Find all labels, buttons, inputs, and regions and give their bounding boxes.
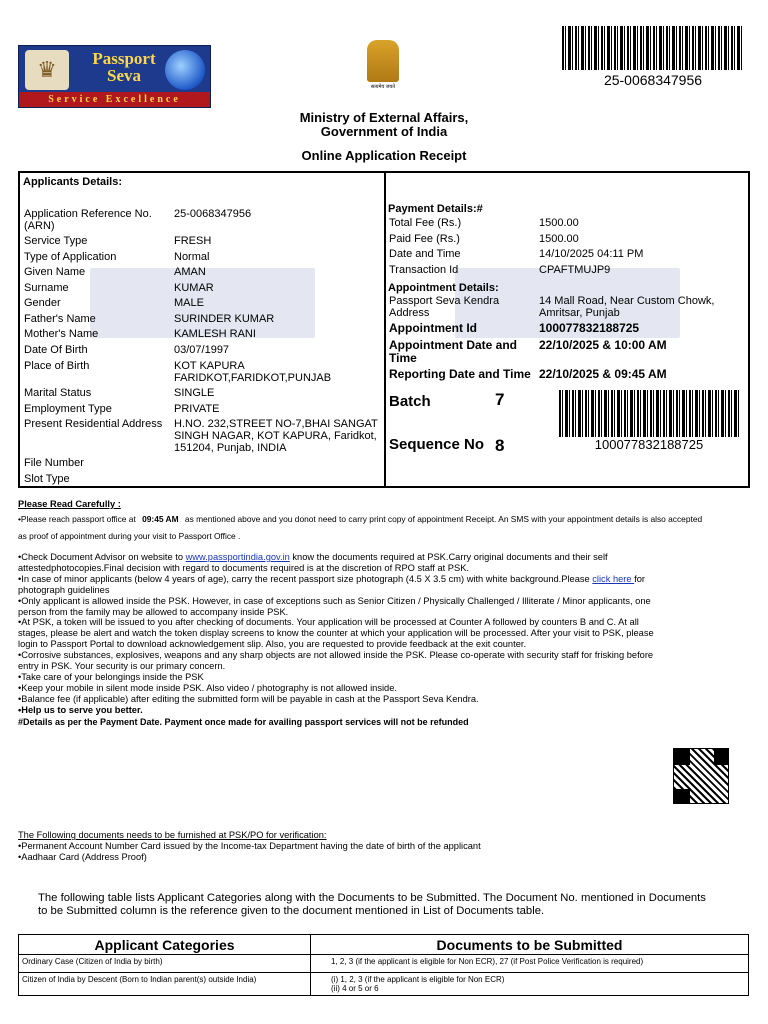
globe-icon [165, 50, 205, 90]
note-proof: as proof of appointment during your visit to Passport Office . [18, 531, 241, 541]
transaction-id-value: CPAFTMUJP9 [539, 264, 611, 276]
category-cell: Citizen of India by Descent (Born to Indian parent(s) outside India) [19, 973, 311, 996]
address-value-1: H.NO. 232,STREET NO-7,BHAI SANGAT [174, 418, 378, 430]
note-advisor-2: attestedphotocopies.Final decision with regard to documents required is at the discretion of RPO staff at PSK. [18, 563, 469, 573]
total-fee-label: Total Fee (Rs.) [389, 217, 462, 229]
logo-line-2: Seva [107, 66, 141, 85]
table-intro-line-1: The following table lists Applicant Categories along with the Documents to be Submitted. The Document No. mentioned in Documents [38, 892, 706, 904]
given-name-value: AMAN [174, 266, 206, 278]
psk-address-value-1: 14 Mall Road, Near Custom Chowk, [539, 295, 715, 307]
docs-line-1: (i) 1, 2, 3 (if the applicant is eligible for Non ECR) [331, 975, 505, 984]
passport-seva-logo [18, 45, 211, 108]
appointment-datetime-label-2: Time [389, 351, 417, 365]
col-documents-to-submit: Documents to be Submitted [311, 935, 749, 955]
dob-label: Date Of Birth [24, 344, 88, 356]
table-row [19, 973, 749, 996]
sequence-value: 8 [495, 436, 505, 455]
service-type-label: Service Type [24, 235, 88, 247]
ministry-title: Ministry of External Affairs, [299, 110, 469, 125]
note-advisor-text-2: know the documents required at PSK.Carry original documents and their self [289, 552, 608, 562]
note-corrosive-2: entry in PSK. Your security is our primary concern. [18, 661, 226, 671]
note-only-applicant-2: person from the family may be allowed to accompany inside PSK. [18, 607, 289, 617]
reporting-datetime-value: 22/10/2025 & 09:45 AM [539, 367, 667, 381]
note-minor [18, 574, 748, 585]
note-belongings: •Take care of your belongings inside the PSK [18, 672, 204, 682]
mother-name-value: KAMLESH RANI [174, 328, 256, 340]
arn-barcode-number: 25-0068347956 [603, 72, 703, 88]
receipt-title: Online Application Receipt [301, 148, 467, 163]
notes-heading: Please Read Carefully : [18, 499, 121, 509]
qr-code [673, 748, 729, 804]
paid-fee-label: Paid Fee (Rs.) [389, 233, 460, 245]
note-minor-for: for [634, 574, 645, 584]
application-type-value: Normal [174, 251, 210, 263]
table-intro-line-2: to be Submitted column is the reference given to the document mentioned in List of Documents table. [38, 905, 545, 917]
applicant-section-title: Applicants Details: [23, 176, 123, 188]
appointment-section-title: Appointment Details: [388, 282, 499, 294]
dob-value: 03/07/1997 [174, 344, 230, 356]
details-divider [384, 171, 386, 488]
payment-section-title: Payment Details:# [388, 203, 483, 215]
payment-datetime-value: 14/10/2025 04:11 PM [539, 248, 644, 260]
total-fee-value: 1500.00 [539, 217, 579, 229]
gender-label: Gender [24, 297, 61, 309]
service-type-value: FRESH [174, 235, 212, 247]
psk-address-label-1: Passport Seva Kendra [389, 295, 500, 307]
batch-value: 7 [495, 390, 505, 409]
arn-barcode [562, 26, 744, 70]
note-token-3: login to Passport Portal to download acknowledgement slip. Also, you are requested to provide feedback at the exit counter. [18, 639, 527, 649]
employment-type-label: Employment Type [24, 403, 112, 415]
given-name-label: Given Name [24, 266, 86, 278]
note-mobile: •Keep your mobile in silent mode inside PSK. Also video / photography is not allowed inside. [18, 683, 397, 693]
psk-address-value-2: Amritsar, Punjab [539, 307, 620, 319]
appointment-id-label: Appointment Id [389, 321, 477, 335]
sequence-label: Sequence No [389, 436, 485, 453]
category-cell: Ordinary Case (Citizen of India by birth) [19, 955, 311, 973]
psk-address-label-2: Address [389, 307, 430, 319]
place-of-birth-label: Place of Birth [24, 360, 90, 372]
paid-fee-value: 1500.00 [539, 233, 579, 245]
note-help: •Help us to serve you better. [18, 705, 143, 715]
reporting-datetime-label: Reporting Date and Time [389, 367, 531, 381]
note-advisor-text: •Check Document Advisor on website to [18, 552, 186, 562]
place-of-birth-value-2: FARIDKOT,FARIDKOT,PUNJAB [174, 372, 332, 384]
logo-line-1: Passport [92, 49, 156, 68]
note-minor-text: •In case of minor applicants (below 4 years of age), carry the recent passport size photograph (4.5 X 3.5 cm) with white background.Please [18, 574, 593, 584]
lion-capital-icon [367, 40, 399, 82]
transaction-id-label: Transaction Id [389, 264, 459, 276]
note-token: •At PSK, a token will be issued to you after checking of documents. Your application will be processed at Counter A followed by counters B and C. At all [18, 617, 639, 627]
appointment-datetime-label-1: Appointment Date and [389, 338, 517, 352]
surname-label: Surname [24, 282, 69, 294]
national-emblem [362, 40, 404, 98]
gender-value: MALE [174, 297, 204, 309]
batch-label: Batch [389, 393, 431, 410]
address-value-2: SINGH NAGAR, KOT KAPURA, Faridkot, [174, 430, 377, 442]
ashoka-emblem-icon: ♛ [25, 50, 69, 90]
appointment-barcode-number: 100077832188725 [594, 437, 704, 452]
docs-cell: 1, 2, 3 (if the applicant is eligible for Non ECR), 27 (if Post Police Verification is required) [311, 955, 749, 973]
file-number-label: File Number [24, 457, 84, 469]
docs-line-2: (ii) 4 or 5 or 6 [331, 984, 379, 993]
passport-india-link[interactable]: www.passportindia.gov.in [185, 552, 290, 562]
appointment-id-value: 100077832188725 [539, 321, 640, 335]
appointment-datetime-value: 22/10/2025 & 10:00 AM [539, 338, 667, 352]
place-of-birth-value: KOT KAPURA [174, 360, 245, 372]
marital-status-label: Marital Status [24, 387, 92, 399]
note-advisor [18, 552, 748, 563]
slot-type-label: Slot Type [24, 473, 70, 485]
note-corrosive: •Corrosive substances, explosives, weapons and any sharp objects are not allowed inside the PSK. Please co-operate with security staff for frisking before [18, 650, 654, 660]
document-item-pan: •Permanent Account Number Card issued by the Income-tax Department having the date of birth of the applicant [18, 841, 481, 851]
logo-title [74, 50, 174, 84]
address-value-3: 151204, Punjab, INDIA [174, 442, 287, 454]
marital-status-value: SINGLE [174, 387, 215, 399]
table-row [19, 955, 749, 973]
categories-table [18, 934, 749, 996]
father-name-value: SURINDER KUMAR [174, 313, 275, 325]
table-header-row [19, 935, 749, 955]
payment-datetime-label: Date and Time [389, 248, 461, 260]
photo-guidelines-link[interactable]: click here [592, 574, 635, 584]
note-reach-text: •Please reach passport office at [18, 514, 136, 524]
note-reach-time: 09:45 AM [142, 514, 179, 524]
note-minor-2: photograph guidelines [18, 585, 110, 595]
docs-cell [311, 973, 749, 996]
emblem-motto: सत्यमेव जयते [370, 84, 396, 90]
col-applicant-categories: Applicant Categories [19, 935, 311, 955]
mother-name-label: Mother's Name [24, 328, 99, 340]
logo-tagline: Service Excellence [19, 92, 210, 107]
arn-label: Application Reference No. (ARN) [24, 208, 152, 232]
arn-value: 25-0068347956 [174, 208, 252, 220]
surname-value: KUMAR [174, 282, 214, 294]
note-reach-office [18, 514, 748, 525]
note-only-applicant: •Only applicant is allowed inside the PSK. However, in case of exceptions such as Senior Citizen / Physically Challenged / Illiterate / Minor applicants, one [18, 596, 651, 606]
note-reach-text-2: as mentioned above and you donot need to carry print copy of appointment Receipt. An SMS with your appointment details is also accepted [184, 514, 703, 524]
appointment-barcode [559, 390, 739, 437]
government-title: Government of India [320, 124, 448, 139]
application-type-label: Type of Application [24, 251, 117, 263]
document-item-aadhaar: •Aadhaar Card (Address Proof) [18, 852, 147, 862]
father-name-label: Father's Name [24, 313, 96, 325]
note-balance: •Balance fee (if applicable) after editing the submitted form will be payable in cash at the Passport Seva Kendra. [18, 694, 479, 704]
note-details-payment: #Details as per the Payment Date. Payment once made for availing passport services will not be refunded [18, 717, 469, 727]
note-token-2: stages, please be alert and watch the token display screens to know the counter at which your application will be processed. After your visit to PSK, please [18, 628, 654, 638]
documents-heading: The Following documents needs to be furnished at PSK/PO for verification: [18, 830, 327, 840]
employment-type-value: PRIVATE [174, 403, 220, 415]
address-label: Present Residential Address [24, 418, 163, 430]
